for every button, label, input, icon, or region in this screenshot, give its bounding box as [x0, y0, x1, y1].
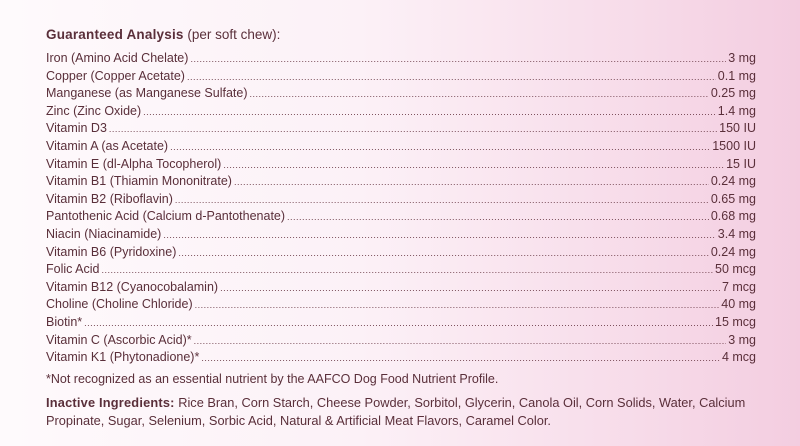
nutrient-row — [46, 103, 756, 121]
dot-leader — [163, 227, 715, 245]
dot-leader — [223, 157, 724, 175]
nutrient-row — [46, 191, 756, 209]
nutrient-value: 1.4 mg — [717, 103, 756, 118]
dot-leader — [287, 209, 709, 227]
dot-leader — [175, 192, 709, 210]
dot-leader — [220, 280, 720, 298]
nutrient-label: Zinc (Zinc Oxide) — [46, 103, 142, 118]
nutrient-label: Choline (Choline Chloride) — [46, 297, 193, 312]
nutrient-label: Vitamin B1 (Thiamin Mononitrate) — [46, 174, 232, 189]
analysis-heading-suffix: (per soft chew): — [183, 27, 281, 42]
nutrient-value: 50 mcg — [715, 262, 756, 277]
dot-leader — [250, 86, 709, 104]
nutrient-label: Vitamin K1 (Phytonadione)* — [46, 350, 200, 365]
dot-leader — [234, 174, 709, 192]
nutrient-row — [46, 120, 756, 138]
nutrient-row — [46, 332, 756, 350]
nutrient-row — [46, 50, 756, 68]
nutrient-label: Iron (Amino Acid Chelate) — [46, 51, 189, 65]
dot-leader — [84, 315, 713, 333]
nutrient-row — [46, 208, 756, 226]
analysis-heading-title: Guaranteed Analysis — [46, 27, 184, 42]
nutrient-value: 0.1 mg — [717, 68, 756, 83]
nutrient-label: Vitamin C (Ascorbic Acid)* — [46, 332, 192, 347]
dot-leader — [201, 350, 720, 368]
nutrient-value: 15 IU — [726, 156, 756, 171]
dot-leader — [143, 104, 716, 122]
nutrient-row — [46, 156, 756, 174]
dot-leader — [178, 245, 708, 263]
nutrient-label: Copper (Copper Acetate) — [46, 68, 185, 83]
nutrient-label: Niacin (Niacinamide) — [46, 226, 162, 241]
nutrient-value: 15 mcg — [715, 314, 756, 329]
nutrient-row — [46, 279, 756, 297]
dot-leader — [190, 51, 726, 69]
nutrient-row — [46, 261, 756, 279]
nutrient-row — [46, 244, 756, 262]
inactive-ingredients — [46, 394, 756, 430]
inactive-ingredients-label: Inactive Ingredients: — [46, 394, 175, 410]
nutrient-row — [46, 68, 756, 86]
nutrient-value: 40 mg — [721, 297, 756, 312]
nutrient-row — [46, 173, 756, 191]
nutrient-label: Manganese (as Manganese Sulfate) — [46, 86, 248, 101]
nutrient-label: Biotin* — [46, 314, 83, 329]
nutrient-value: 4 mcg — [721, 350, 756, 365]
nutrient-label: Vitamin D3 — [46, 121, 107, 136]
nutrient-value: 0.25 mg — [710, 86, 756, 101]
aafco-footnote: *Not recognized as an essential nutrient by the AAFCO Dog Food Nutrient Profile. — [46, 371, 499, 386]
nutrient-value: 0.68 mg — [710, 209, 756, 224]
nutrient-label: Vitamin A (as Acetate) — [46, 138, 169, 153]
nutrient-label: Folic Acid — [46, 262, 100, 277]
dot-leader — [195, 297, 720, 315]
dot-leader — [170, 139, 710, 157]
nutrient-label: Vitamin B2 (Riboflavin) — [46, 191, 173, 206]
nutrient-value: 0.24 mg — [710, 244, 756, 259]
nutrient-row — [46, 349, 756, 367]
nutrient-label: Vitamin E (dl-Alpha Tocopherol) — [46, 156, 222, 171]
nutrient-row — [46, 314, 756, 332]
nutrient-row — [46, 85, 756, 103]
nutrient-value: 0.24 mg — [710, 174, 756, 189]
nutrient-value: 3 mg — [728, 332, 756, 347]
analysis-heading — [46, 26, 756, 44]
nutrient-row — [46, 226, 756, 244]
nutrient-label: Vitamin B12 (Cyanocobalamin) — [46, 279, 219, 294]
nutrient-value: 0.65 mg — [710, 191, 756, 206]
nutrient-list — [46, 50, 756, 367]
nutrient-label: Vitamin B6 (Pyridoxine) — [46, 244, 177, 259]
nutrient-label: Pantothenic Acid (Calcium d-Pantothenate) — [46, 209, 286, 224]
dot-leader — [194, 333, 727, 351]
nutrient-value: 150 IU — [719, 121, 756, 136]
guaranteed-analysis-panel — [46, 26, 756, 430]
nutrient-value: 1500 IU — [712, 138, 756, 153]
nutrient-row — [46, 138, 756, 156]
nutrient-value: 7 mcg — [721, 279, 756, 294]
inactive-ingredients-text: Rice Bran, Corn Starch, Cheese Powder, Sorbitol, Glycerin, Canola Oil, Corn Solids, Water, Calcium Propinate, Sugar, Selenium, Sorbic Acid, Natural & Artificial Meat Flavors, Caramel Color. — [46, 394, 746, 428]
nutrient-value: 3 mg — [728, 51, 756, 65]
dot-leader — [187, 69, 716, 87]
dot-leader — [102, 262, 714, 280]
nutrient-value: 3.4 mg — [717, 226, 756, 241]
nutrient-row — [46, 296, 756, 314]
dot-leader — [109, 121, 717, 139]
